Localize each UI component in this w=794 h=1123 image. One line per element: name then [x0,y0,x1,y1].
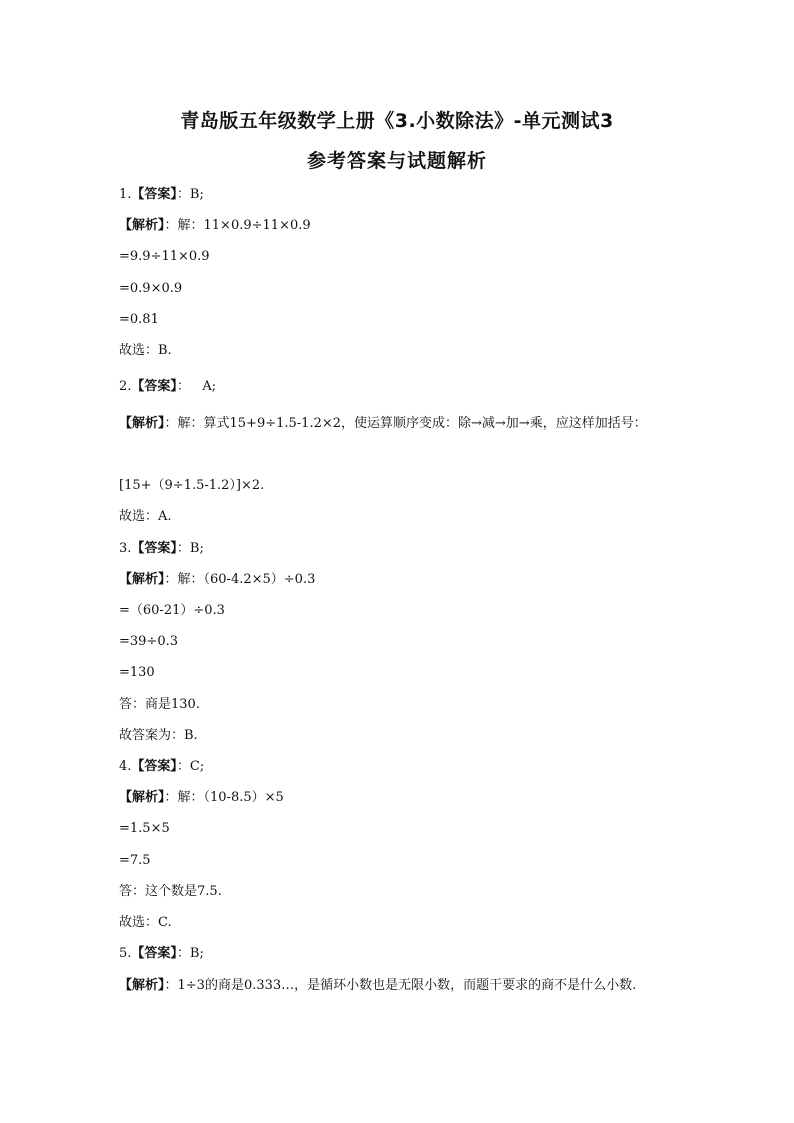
q2-answer: ： A; [176,379,217,394]
q5-answer-tag: 【答案】 [131,946,177,961]
q3-number: 3. [119,541,132,556]
q1-analysis-tag: 【解析】 [119,218,165,233]
q4-step: =7.5 [119,853,151,868]
q1-number: 1. [119,187,132,202]
q1-analysis: ：解：11×0.9÷11×0.9 [164,218,311,233]
q4-answer: ：C; [176,759,205,774]
q3-step: =130 [119,665,155,680]
q3-answer-tag: 【答案】 [131,541,177,556]
q4-analysis: ：解：（10-8.5）×5 [164,790,284,805]
q1-answer-tag: 【答案】 [131,187,177,202]
q5-analysis-tag: 【解析】 [119,978,165,993]
q3-answer-line [119,540,204,558]
q2-analysis-tag: 【解析】 [119,416,165,431]
q1-answer-line [119,186,204,204]
page-subtitle: 参考答案与试题解析 [306,150,487,172]
q2-answer-line [119,378,216,396]
q4-answer-tag: 【答案】 [131,759,177,774]
q2-step: [15+（9÷1.5-1.2）]×2. [119,478,265,493]
q1-conclusion: 故选：B. [119,343,172,358]
q5-answer-line [119,945,204,963]
q4-conclusion: 故选：C. [119,915,172,930]
q1-analysis-line [119,217,311,235]
q2-analysis-line [119,408,679,440]
q2-answer-tag: 【答案】 [131,379,177,394]
q4-analysis-line [119,789,284,807]
q1-step: =0.81 [119,312,159,327]
q3-conclusion: 故答案为：B. [119,728,198,743]
q4-analysis-tag: 【解析】 [119,790,165,805]
q3-analysis-line [119,571,315,589]
q5-analysis: ：1÷3的商是0.333…，是循环小数也是无限小数，而题干要求的商不是什么小数. [164,978,637,993]
q5-answer: ：B; [176,946,204,961]
q2-conclusion: 故选：A. [119,509,172,524]
q4-answer-line [119,758,204,776]
q5-number: 5. [119,946,132,961]
page-title: 青岛版五年级数学上册《3.小数除法》-单元测试3 [180,110,614,132]
q3-analysis-tag: 【解析】 [119,572,165,587]
q3-answer: ：B; [176,541,204,556]
q1-step: =0.9×0.9 [119,281,183,296]
q3-step: =39÷0.3 [119,634,179,649]
q3-analysis: ：解：（60-4.2×5）÷0.3 [164,572,316,587]
q3-step: 答：商是130. [119,697,200,712]
q5-analysis-line [119,970,679,1002]
q4-number: 4. [119,759,132,774]
q2-number: 2. [119,379,132,394]
q2-analysis: ：解：算式15+9÷1.5-1.2×2，使运算顺序变成：除→减→加→乘，应这样加括号： [164,416,647,431]
q1-step: =9.9÷11×0.9 [119,249,210,264]
q3-step: =（60-21）÷0.3 [119,603,225,618]
q4-step: =1.5×5 [119,821,170,836]
q4-step: 答：这个数是7.5. [119,884,222,899]
q1-answer: ：B; [176,187,204,202]
